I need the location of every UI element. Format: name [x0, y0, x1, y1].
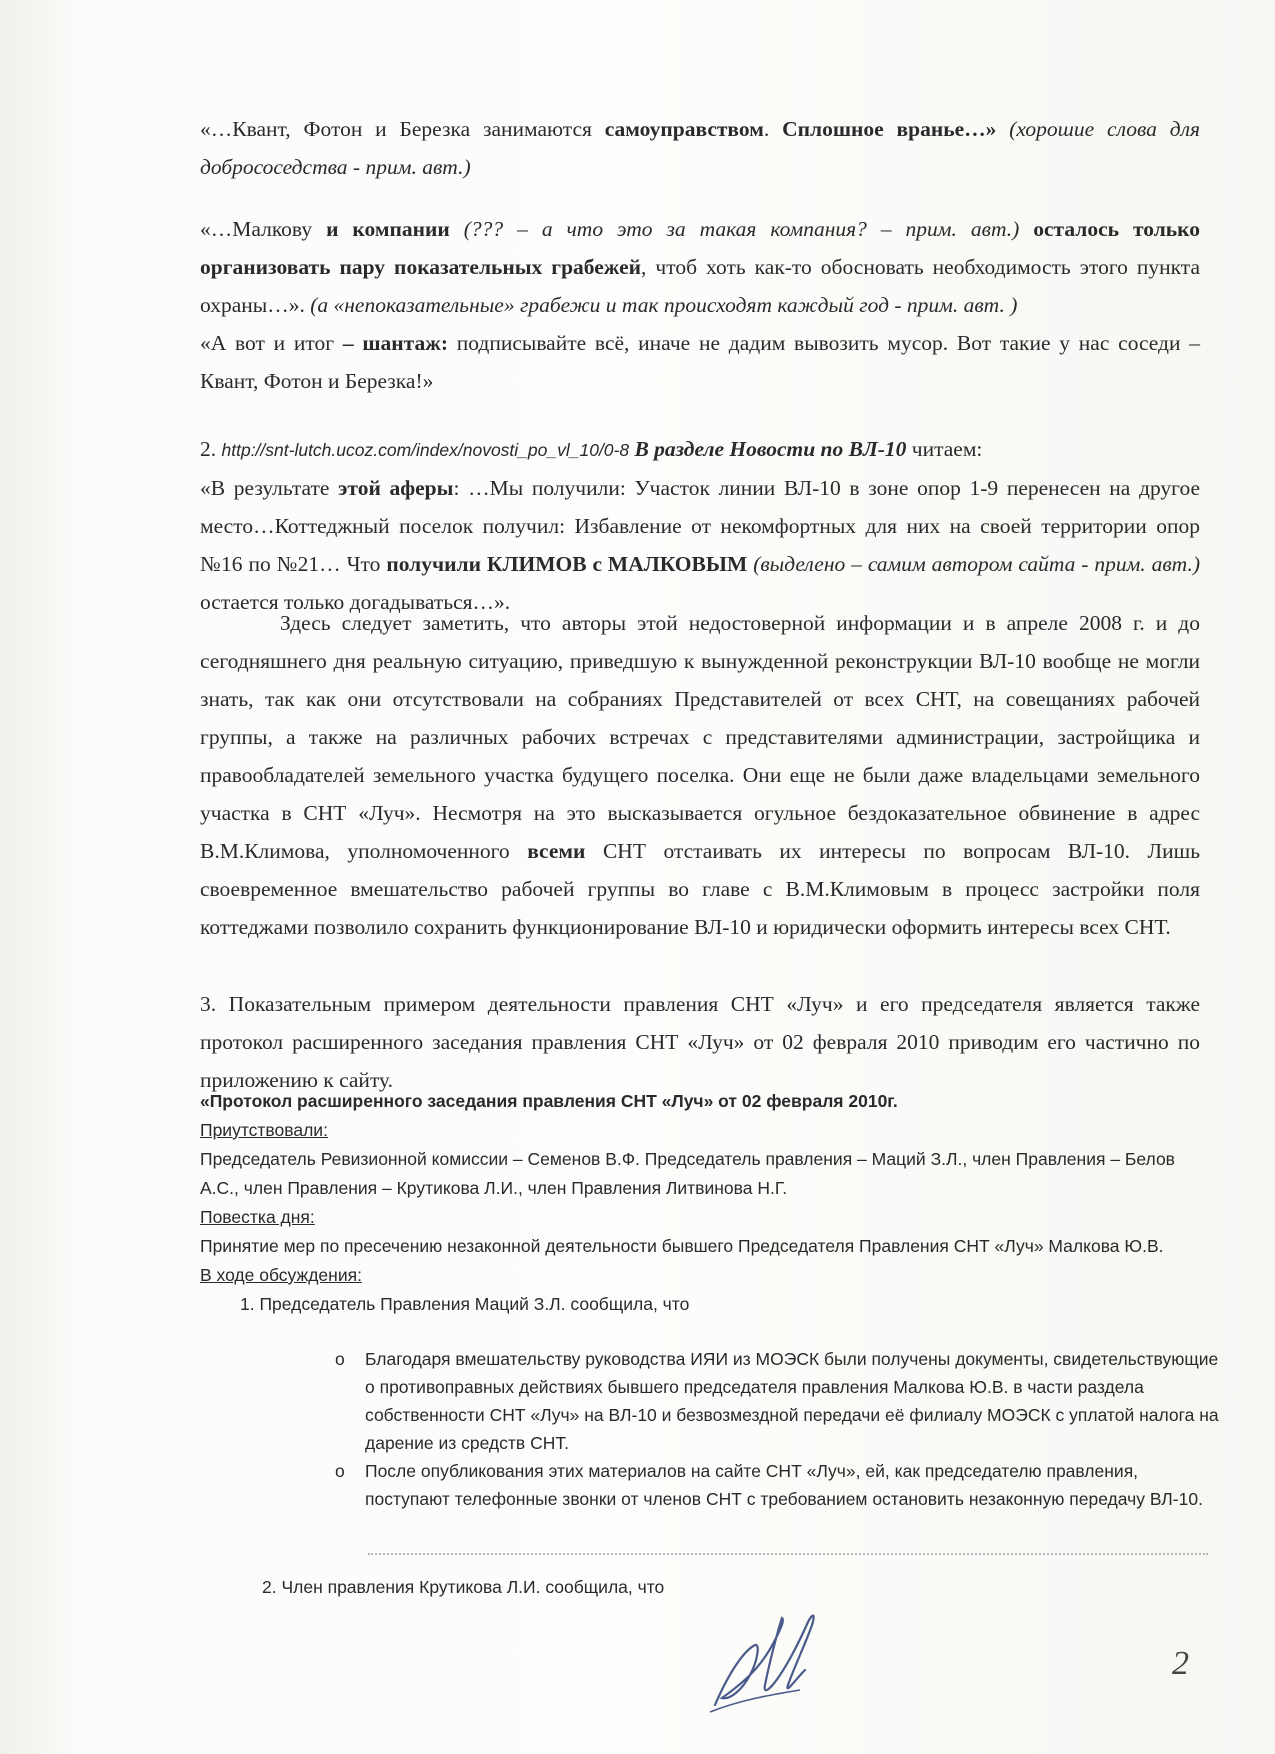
quote-text: «В результате	[200, 476, 339, 500]
quote-bold: и компании	[326, 217, 450, 241]
website-link[interactable]: http://snt-lutch.ucoz.com/index/novosti_po_vl_10/0-8	[221, 440, 630, 460]
paragraph-text: Здесь следует заметить, что авторы этой недостоверной информации и в апреле 2008 г. и до сегодняшнего дня реальную ситуацию, приведшую к вынужденной реконструкции ВЛ-10 вообще не могли знать, так как они отсутствовали на собраниях Представителей от всех СНТ, на совещаниях рабочей группы, а также на различных рабочих встречах с представителями администрации, застройщика и правообладателей земельного участка будущего поселка. Они еще не были даже владельцами земельного участка в СНТ «Луч». Несмотря на это высказывается огульное бездоказательное обвинение в адрес В.М.Климова, уполномоченного	[200, 611, 1200, 863]
quote-text: «…Квант, Фотон и Березка занимаются	[200, 117, 605, 141]
quote-robbery	[200, 210, 1200, 400]
paragraph-bold: всеми	[527, 839, 586, 863]
quote-bold: – шантаж:	[342, 331, 448, 355]
quote-bold: этой аферы	[338, 476, 454, 500]
sub-item-text: После опубликования этих материалов на сайте СНТ «Луч», ей, как председателю правления, поступают телефонные звонки от членов СНТ с требованием остановить незаконную передачу ВЛ-10.	[365, 1461, 1203, 1509]
bullet-icon: o	[335, 1349, 345, 1369]
present-text: Председатель Ревизионной комиссии – Семенов В.Ф. Председатель правления – Маций З.Л., член Правления – Белов А.С., член Правления – Крутикова Л.И., член Правления Литвинова Н.Г.	[200, 1149, 1175, 1198]
page-number: 2	[1172, 1645, 1189, 1682]
quote-bold: получили КЛИМОВ с МАЛКОВЫМ	[386, 552, 748, 576]
quote-bold: осталось только организовать пару показательных грабежей	[200, 217, 1201, 279]
item-3-protocol	[200, 985, 1200, 1099]
omission-dots	[368, 1553, 1208, 1555]
quote-bold: Сплошное вранье…»	[782, 117, 997, 141]
quote-bold: самоуправством	[604, 117, 764, 141]
quote-text: , чтоб хоть как-то обосновать необходимость этого пункта охраны…».	[200, 255, 1200, 317]
item-text: 3. Показательным примером деятельности правления СНТ «Луч» и его председателя является также протокол расширенного заседания правления СНТ «Луч» от 02 февраля 2010 приводим его частично по приложению к сайту.	[200, 992, 1200, 1092]
author-note: (хорошие слова для добрососедства - прим. авт.)	[200, 117, 1200, 179]
sub-item-documents	[335, 1345, 1220, 1457]
point-text: 2. Член правления Крутикова Л.И. сообщила, что	[262, 1577, 665, 1597]
quote-text: : …Мы получили: Участок линии ВЛ-10 в зоне опор 1-9 перенесен на другое место…Коттеджный поселок получил: Избавление от некомфортных для них на своей территории опор №16 по №21… Что	[200, 476, 1200, 576]
discussion-point-2	[262, 1573, 1062, 1602]
discussion-point-1: 1. Председатель Правления Маций З.Л. сообщила, что	[240, 1294, 690, 1314]
protocol-title: «Протокол расширенного заседания правления СНТ «Луч» от 02 февраля 2010г.	[200, 1091, 898, 1111]
protocol-excerpt	[200, 1087, 1200, 1319]
agenda-text: Принятие мер по пресечению незаконной деятельности бывшего Председателя Правления СНТ «Луч» Малкова Ю.В.	[200, 1236, 1164, 1256]
quote-self-governance	[200, 110, 1200, 186]
section-heading: В разделе Новости по ВЛ-10	[629, 437, 907, 461]
present-label: Приутствовали:	[200, 1120, 328, 1140]
item-2-news	[200, 430, 1200, 621]
item-text: читаем:	[906, 437, 983, 461]
author-note: (выделено – самим автором сайта - прим. авт.)	[747, 552, 1200, 576]
quote-text: остается только догадываться…».	[200, 590, 511, 614]
paragraph-text: СНТ отстаивать их интересы по вопросам ВЛ-10. Лишь своевременное вмешательство рабочей группы во главе с В.М.Климовым в процесс застройки поля коттеджами позволило сохранить функционирование ВЛ-10 и юридически оформить интересы всех СНТ.	[200, 839, 1201, 939]
quote-text: «А вот и итог	[200, 331, 343, 355]
quote-text: .	[763, 117, 783, 141]
discussion-label: В ходе обсуждения:	[200, 1265, 362, 1285]
quote-blackmail	[200, 324, 1200, 400]
author-note: (а «непоказательные» грабежи и так происходят каждый год - прим. авт. )	[310, 293, 1018, 317]
sub-item-calls	[335, 1457, 1220, 1513]
quote-text: «…Малкову	[200, 217, 327, 241]
agenda-label: Повестка дня:	[200, 1207, 315, 1227]
author-note: (??? – а что это за такая компания? – прим. авт.)	[449, 217, 1034, 241]
item-number: 2.	[200, 437, 222, 461]
bullet-icon: o	[335, 1461, 345, 1481]
sub-item-text: Благодаря вмешательству руководства ИЯИ из МОЭСК были получены документы, свидетельствующие о противоправных действиях бывшего председателя правления Малкова Ю.В. в части раздела собственности СНТ «Луч» на ВЛ-10 и безвозмездной передачи её филиалу МОЭСК с уплатой налога на дарение из средств СНТ.	[365, 1349, 1219, 1453]
main-paragraph	[200, 604, 1200, 946]
quote-text: подписывайте всё, иначе не дадим вывозить мусор. Вот такие у нас соседи – Квант, Фотон и Березка!»	[200, 331, 1200, 393]
handwritten-signature-icon	[700, 1600, 830, 1720]
